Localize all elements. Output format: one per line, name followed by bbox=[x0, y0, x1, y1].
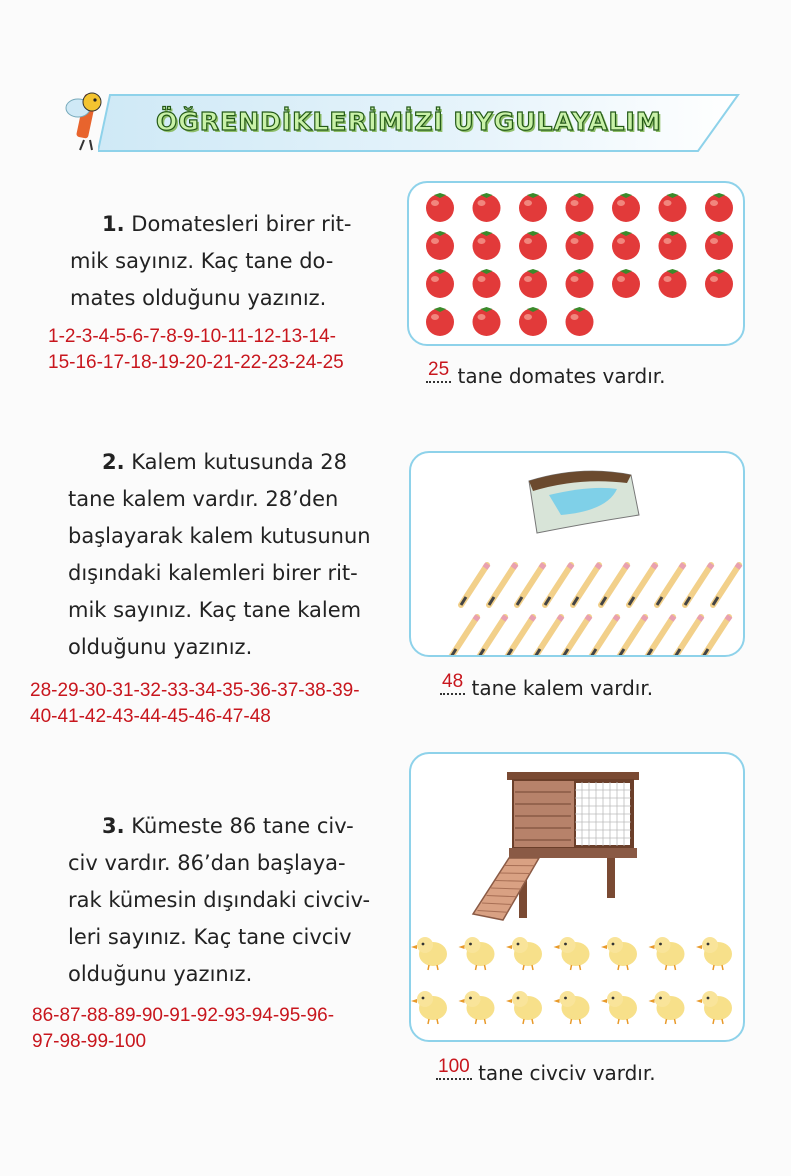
pencil-case-icon bbox=[529, 471, 639, 533]
answer-blank[interactable]: 100 bbox=[436, 1056, 472, 1080]
question-1 bbox=[70, 206, 400, 317]
question-text-line: başlayarak kalem kutusunun bbox=[68, 524, 371, 548]
handwritten-count bbox=[32, 1003, 334, 1055]
tomato-icon bbox=[426, 307, 454, 336]
handwritten-line: 86-87-88-89-90-91-92-93-94-95-96- bbox=[32, 1005, 335, 1026]
chick-icon bbox=[649, 937, 685, 970]
pencil-icon bbox=[461, 564, 488, 605]
question-text-line: Kümeste 86 tane civ- bbox=[131, 814, 354, 838]
tomato-icon bbox=[473, 307, 501, 336]
tomato-icon bbox=[659, 193, 687, 222]
tomato-icon bbox=[473, 269, 501, 298]
handwritten-count bbox=[48, 324, 344, 376]
chick-icon bbox=[601, 937, 637, 970]
tomato-icon bbox=[519, 231, 547, 260]
tomato-icon bbox=[659, 269, 687, 298]
pencil-icon bbox=[647, 616, 674, 655]
handwritten-count bbox=[30, 678, 360, 730]
handwritten-line: 15-16-17-18-19-20-21-22-23-24-25 bbox=[48, 352, 344, 373]
pencil-icon bbox=[517, 564, 544, 605]
section-banner bbox=[98, 93, 740, 153]
answer-blank[interactable]: 48 bbox=[440, 671, 465, 695]
pencil-icon bbox=[675, 616, 702, 655]
pencil-icon bbox=[507, 616, 534, 655]
chick-icon bbox=[459, 937, 495, 970]
tomato-icon bbox=[519, 307, 547, 336]
bee-pencil-icon bbox=[58, 88, 114, 152]
question-text-line: rak kümesin dışındaki civciv- bbox=[68, 888, 371, 912]
answer-text: tane civciv vardır. bbox=[478, 1061, 656, 1085]
chick-icon bbox=[601, 991, 637, 1024]
handwritten-line: 40-41-42-43-44-45-46-47-48 bbox=[30, 706, 271, 727]
question-text-line: olduğunu yazınız. bbox=[68, 962, 253, 986]
question-text-line: Domatesleri birer rit- bbox=[131, 212, 352, 236]
tomato-icon bbox=[473, 231, 501, 260]
tomato-icon bbox=[426, 193, 454, 222]
question-text-line: mik sayınız. Kaç tane do- bbox=[70, 249, 334, 273]
chick-icon bbox=[459, 991, 495, 1024]
pencil-icon bbox=[573, 564, 600, 605]
chick-icon bbox=[696, 937, 732, 970]
handwritten-line: 1-2-3-4-5-6-7-8-9-10-11-12-13-14- bbox=[48, 326, 336, 347]
chick-icon bbox=[649, 991, 685, 1024]
question-text-line: mik sayınız. Kaç tane kalem bbox=[68, 598, 362, 622]
chick-icon bbox=[411, 991, 447, 1024]
pencil-icon bbox=[629, 564, 656, 605]
tomato-icon bbox=[705, 193, 733, 222]
pencil-icon bbox=[563, 616, 590, 655]
tomato-icon bbox=[612, 231, 640, 260]
pencil-icon bbox=[591, 616, 618, 655]
tomato-icon bbox=[519, 269, 547, 298]
tomato-icon bbox=[612, 193, 640, 222]
answer-text: tane kalem vardır. bbox=[471, 676, 654, 700]
chick-icon bbox=[506, 937, 542, 970]
pencil-icon bbox=[619, 616, 646, 655]
pencil-icon bbox=[685, 564, 712, 605]
handwritten-line: 28-29-30-31-32-33-34-35-36-37-38-39- bbox=[30, 680, 360, 701]
question-3 bbox=[68, 808, 398, 993]
chick-icon bbox=[411, 937, 447, 970]
answer-2 bbox=[440, 671, 654, 703]
question-text-line: mates olduğunu yazınız. bbox=[70, 286, 327, 310]
question-text-line: Kalem kutusunda 28 bbox=[131, 450, 347, 474]
pencil-icon bbox=[713, 564, 740, 605]
tomato-icon bbox=[426, 269, 454, 298]
answer-blank[interactable]: 25 bbox=[426, 359, 451, 383]
tomato-icon bbox=[659, 231, 687, 260]
page-title: ÖĞRENDİKLERİMİZİ UYGULAYALIM bbox=[156, 107, 662, 136]
question-text-line: tane kalem vardır. 28’den bbox=[68, 487, 339, 511]
question-text-line: civ vardır. 86’dan başlaya- bbox=[68, 851, 346, 875]
question-text-line: olduğunu yazınız. bbox=[68, 635, 253, 659]
handwritten-line: 97-98-99-100 bbox=[32, 1031, 147, 1052]
chick-icon bbox=[696, 991, 732, 1024]
chick-icon bbox=[506, 991, 542, 1024]
pencil-icon bbox=[479, 616, 506, 655]
pencil-icon bbox=[657, 564, 684, 605]
answer-text: tane domates vardır. bbox=[457, 364, 666, 388]
tomato-icon bbox=[566, 307, 594, 336]
tomato-icon bbox=[612, 269, 640, 298]
pencil-icon bbox=[601, 564, 628, 605]
tomato-icon bbox=[566, 269, 594, 298]
question-number: 3. bbox=[102, 814, 125, 838]
pencil-icon bbox=[545, 564, 572, 605]
tomato-icon bbox=[705, 269, 733, 298]
question-text-line: dışındaki kalemleri birer rit- bbox=[68, 561, 358, 585]
coop-illustration bbox=[409, 752, 745, 1042]
tomato-icon bbox=[566, 193, 594, 222]
question-number: 1. bbox=[102, 212, 125, 236]
answer-1 bbox=[426, 359, 666, 391]
question-2 bbox=[68, 444, 398, 666]
tomato-icon bbox=[519, 193, 547, 222]
tomato-icon bbox=[566, 231, 594, 260]
pencil-icon bbox=[703, 616, 730, 655]
chick-icon bbox=[554, 991, 590, 1024]
pencil-icon bbox=[535, 616, 562, 655]
pencil-icon bbox=[451, 616, 478, 655]
tomato-icon bbox=[473, 193, 501, 222]
answer-3 bbox=[436, 1056, 656, 1088]
tomato-icon bbox=[426, 231, 454, 260]
question-number: 2. bbox=[102, 450, 125, 474]
pencil-illustration bbox=[409, 451, 745, 657]
chick-icon bbox=[554, 937, 590, 970]
pencil-icon bbox=[489, 564, 516, 605]
chicken-coop-icon bbox=[473, 772, 639, 920]
question-text-line: leri sayınız. Kaç tane civciv bbox=[68, 925, 352, 949]
tomato-icon bbox=[705, 231, 733, 260]
tomato-illustration bbox=[407, 181, 745, 346]
